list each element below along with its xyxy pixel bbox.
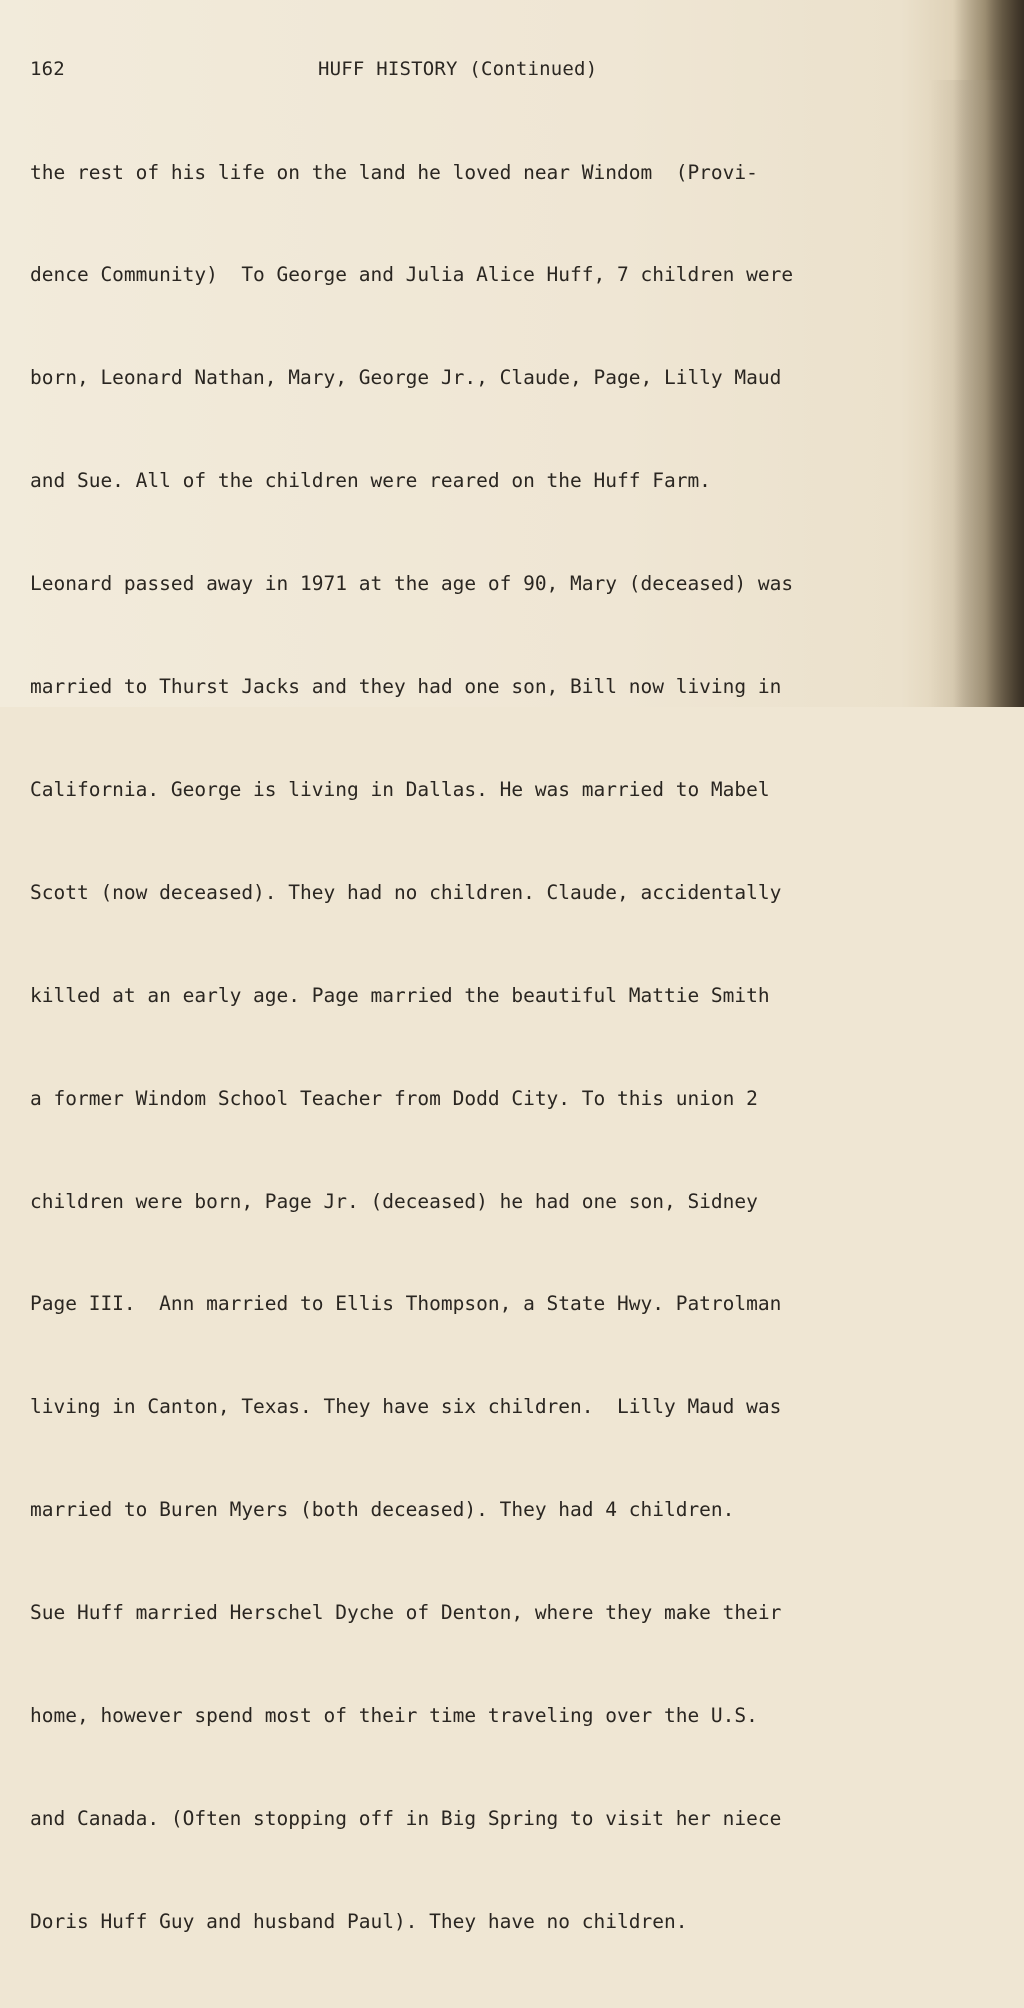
body-text	[30, 87, 1020, 2008]
text-line: married to Thurst Jacks and they had one son, Bill now living in	[30, 675, 782, 699]
text-line: and Sue. All of the children were reared on the Huff Farm.	[30, 469, 711, 493]
text-line: Page III. Ann married to Ellis Thompson, a State Hwy. Patrolman	[30, 1292, 782, 1316]
text-line: living in Canton, Texas. They have six children. Lilly Maud was	[30, 1395, 782, 1419]
text-line: Scott (now deceased). They had no children. Claude, accidentally	[30, 880, 782, 904]
text-line: the rest of his life on the land he loved near Windom (Provi-	[30, 160, 758, 184]
text-line: and Canada. (Often stopping off in Big Spring to visit her niece	[30, 1806, 782, 1830]
text-line: dence Community) To George and Julia Alice Huff, 7 children were	[30, 263, 794, 287]
text-line: Leonard passed away in 1971 at the age of 90, Mary (deceased) was	[30, 572, 794, 596]
text-line: married to Buren Myers (both deceased). They had 4 children.	[30, 1498, 735, 1522]
text-line: Sue Huff married Herschel Dyche of Denton, where they make their	[30, 1601, 782, 1625]
page-header	[30, 58, 970, 86]
text-line: Doris Huff Guy and husband Paul). They have no children.	[30, 1909, 688, 1933]
page-number: 162	[30, 58, 65, 80]
text-line: a former Windom School Teacher from Dodd City. To this union 2	[30, 1086, 758, 1110]
text-line: California. George is living in Dallas. He was married to Mabel	[30, 777, 770, 801]
text-line: killed at an early age. Page married the beautiful Mattie Smith	[30, 983, 770, 1007]
text-line: children were born, Page Jr. (deceased) he had one son, Sidney	[30, 1189, 758, 1213]
text-line: born, Leonard Nathan, Mary, George Jr., Claude, Page, Lilly Maud	[30, 366, 782, 390]
running-title: HUFF HISTORY (Continued)	[318, 58, 598, 80]
text-line: home, however spend most of their time traveling over the U.S.	[30, 1703, 758, 1727]
